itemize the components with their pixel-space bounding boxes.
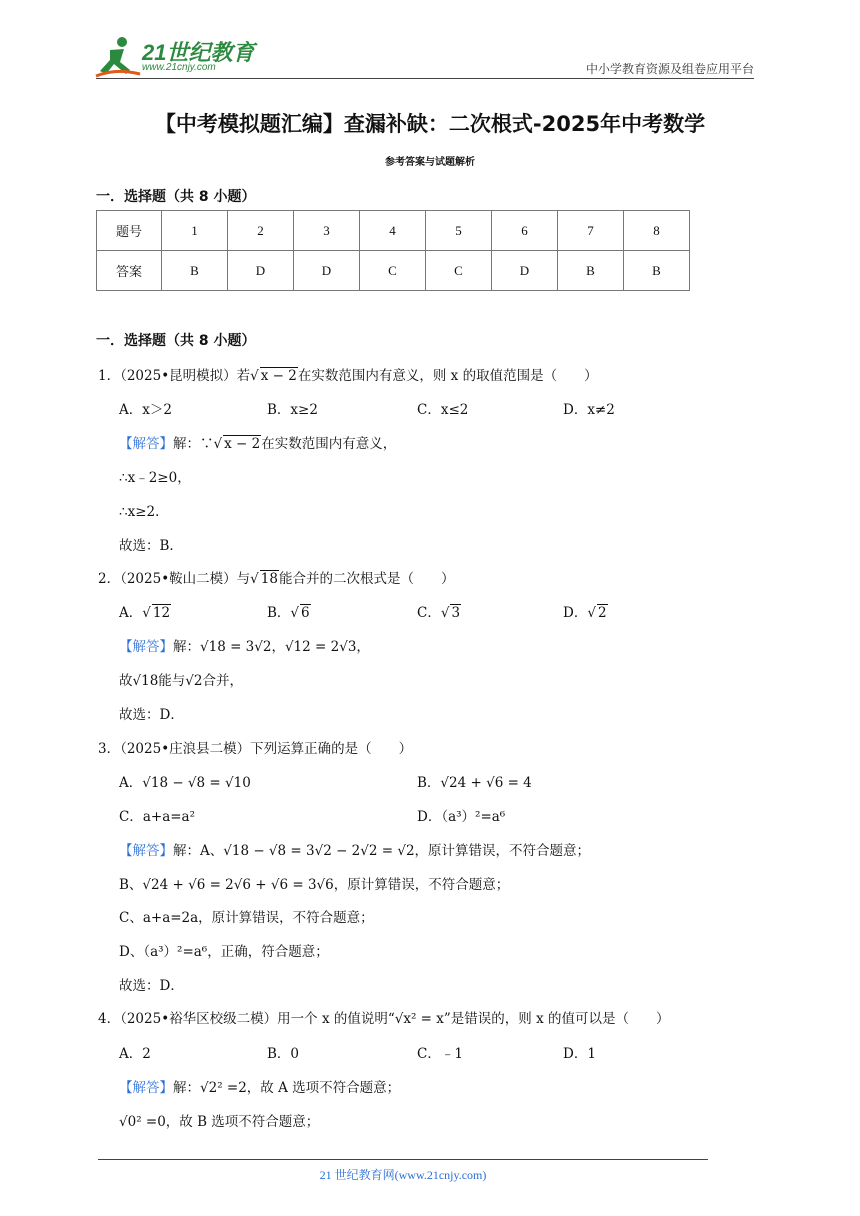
radicand: 2 xyxy=(597,605,607,621)
radicand: x − 2 xyxy=(224,436,261,452)
solution-choice: 故选：D． xyxy=(119,978,184,994)
option-d xyxy=(563,601,608,621)
solution-line: ∴x≥2． xyxy=(119,504,169,520)
radicand: 6 xyxy=(301,605,310,621)
solution-choice: 故选：D． xyxy=(119,707,184,723)
option-c: C．x≤2 xyxy=(417,402,469,418)
solution-text: 在实数范围内有意义， xyxy=(261,436,397,452)
solution-text: 解：√18 = 3√2，√12 = 2√3， xyxy=(173,639,370,655)
logo-url-text: www.21cnjy.com xyxy=(142,62,216,73)
logo-brand-text: 21世纪教育 xyxy=(142,40,255,65)
table-cell: 3 xyxy=(294,211,360,251)
option-d: D．x≠2 xyxy=(563,402,615,418)
table-cell: 5 xyxy=(426,211,492,251)
sqrt-symbol: √ xyxy=(142,605,151,621)
option-d: D．（a³）²=a⁶ xyxy=(417,809,506,825)
question-2-stem xyxy=(98,567,454,587)
sqrt-symbol: √ xyxy=(213,436,223,452)
question-4-stem: 4．（2025•裕华区校级二模）用一个 x 的值说明“√x² = x”是错误的，则 x 的值可以是（ ） xyxy=(98,1011,670,1027)
sqrt-symbol: √ xyxy=(587,605,596,621)
table-cell: D xyxy=(492,251,558,291)
table-cell: 2 xyxy=(228,211,294,251)
table-header-cell: 题号 xyxy=(97,211,162,251)
solution-line xyxy=(119,635,370,655)
solution-tag: 【解答】 xyxy=(119,639,173,655)
footer-divider xyxy=(98,1159,708,1160)
option-d: D．1 xyxy=(563,1046,596,1062)
option-letter: B． xyxy=(267,605,291,621)
option-a: A．2 xyxy=(119,1046,151,1062)
solution-line: 故√18能与√2合并， xyxy=(119,673,243,689)
section-heading-questions: 一．选择题（共 8 小题） xyxy=(96,333,256,349)
option-letter: C． xyxy=(417,605,441,621)
solution-line: √0² =0，故 B 选项不符合题意； xyxy=(119,1114,320,1130)
solution-line: D、（a³）²=a⁶，正确，符合题意； xyxy=(119,944,329,960)
answer-table-row-answers xyxy=(97,251,690,291)
answer-table xyxy=(96,210,690,291)
radicand: 18 xyxy=(260,571,278,587)
sqrt-symbol: √ xyxy=(250,368,259,384)
option-b: B．√24 + √6 = 4 xyxy=(417,775,532,791)
table-cell: C xyxy=(426,251,492,291)
solution-line xyxy=(119,432,396,452)
platform-name: 中小学教育资源及组卷应用平台 xyxy=(585,62,754,76)
radicand: x − 2 xyxy=(260,368,297,384)
table-cell: 6 xyxy=(492,211,558,251)
table-cell: D xyxy=(228,251,294,291)
option-a: A．√18 − √8 = √10 xyxy=(119,775,251,791)
table-cell: 1 xyxy=(162,211,228,251)
table-cell: B xyxy=(624,251,690,291)
question-text: 在实数范围内有意义，则 x 的取值范围是（ ） xyxy=(297,368,598,384)
solution-line: ∴x﹣2≥0， xyxy=(119,470,191,486)
solution-text: 解：√2² =2，故 A 选项不符合题意； xyxy=(173,1080,401,1096)
question-3-stem: 3．（2025•庄浪县二模）下列运算正确的是（ ） xyxy=(98,741,413,757)
solution-line: C、a+a=2a，原计算错误，不符合题意； xyxy=(119,910,374,926)
solution-tag: 【解答】 xyxy=(119,1080,173,1096)
table-header-cell: 答案 xyxy=(97,251,162,291)
solution-tag: 【解答】 xyxy=(119,436,173,452)
header-divider xyxy=(96,78,754,79)
solution-tag: 【解答】 xyxy=(119,843,173,859)
section-heading-answers: 一．选择题（共 8 小题） xyxy=(96,189,256,205)
runner-logo-icon xyxy=(92,34,142,80)
sqrt-symbol: √ xyxy=(440,605,450,621)
answer-table-row-numbers xyxy=(97,211,690,251)
table-cell: 4 xyxy=(360,211,426,251)
option-c: C．﹣1 xyxy=(417,1046,463,1062)
table-cell: D xyxy=(294,251,360,291)
table-cell: B xyxy=(162,251,228,291)
table-cell: 8 xyxy=(624,211,690,251)
option-a xyxy=(119,601,171,621)
option-a: A．x＞2 xyxy=(119,402,172,418)
sqrt-symbol: √ xyxy=(250,571,259,587)
question-text: 能合并的二次根式是（ ） xyxy=(278,571,455,587)
option-b xyxy=(267,601,311,621)
solution-line xyxy=(119,839,590,859)
solution-text: 解：∵ xyxy=(173,436,214,452)
option-letter: D． xyxy=(563,605,588,621)
option-b: B．0 xyxy=(267,1046,300,1062)
radicand: 3 xyxy=(451,605,461,621)
solution-choice: 故选：B． xyxy=(119,538,183,554)
question-1-stem xyxy=(98,364,598,384)
table-cell: 7 xyxy=(558,211,624,251)
option-b: B．x≥2 xyxy=(267,402,318,418)
site-logo xyxy=(92,34,262,80)
page-title: 【中考模拟题汇编】查漏补缺：二次根式-2025年中考数学 xyxy=(154,112,706,136)
table-cell: C xyxy=(360,251,426,291)
footer-text: 21 世纪教育网(www.21cnjy.com) xyxy=(319,1168,487,1182)
table-cell: B xyxy=(558,251,624,291)
option-c: C．a+a=a² xyxy=(119,809,196,825)
solution-line: B、√24 + √6 = 2√6 + √6 = 3√6，原计算错误，不符合题意； xyxy=(119,877,510,893)
solution-line xyxy=(119,1076,400,1096)
question-text: 2．（2025•鞍山二模）与 xyxy=(98,571,251,587)
solution-text: 解：A、√18 − √8 = 3√2 − 2√2 = √2，原计算错误，不符合题意； xyxy=(173,843,591,859)
radicand: 12 xyxy=(152,605,171,621)
option-c xyxy=(417,601,461,621)
question-text: 1．（2025•昆明模拟）若 xyxy=(98,368,251,384)
option-letter: A． xyxy=(119,605,143,621)
page-subtitle: 参考答案与试题解析 xyxy=(385,157,475,168)
sqrt-symbol: √ xyxy=(290,605,300,621)
